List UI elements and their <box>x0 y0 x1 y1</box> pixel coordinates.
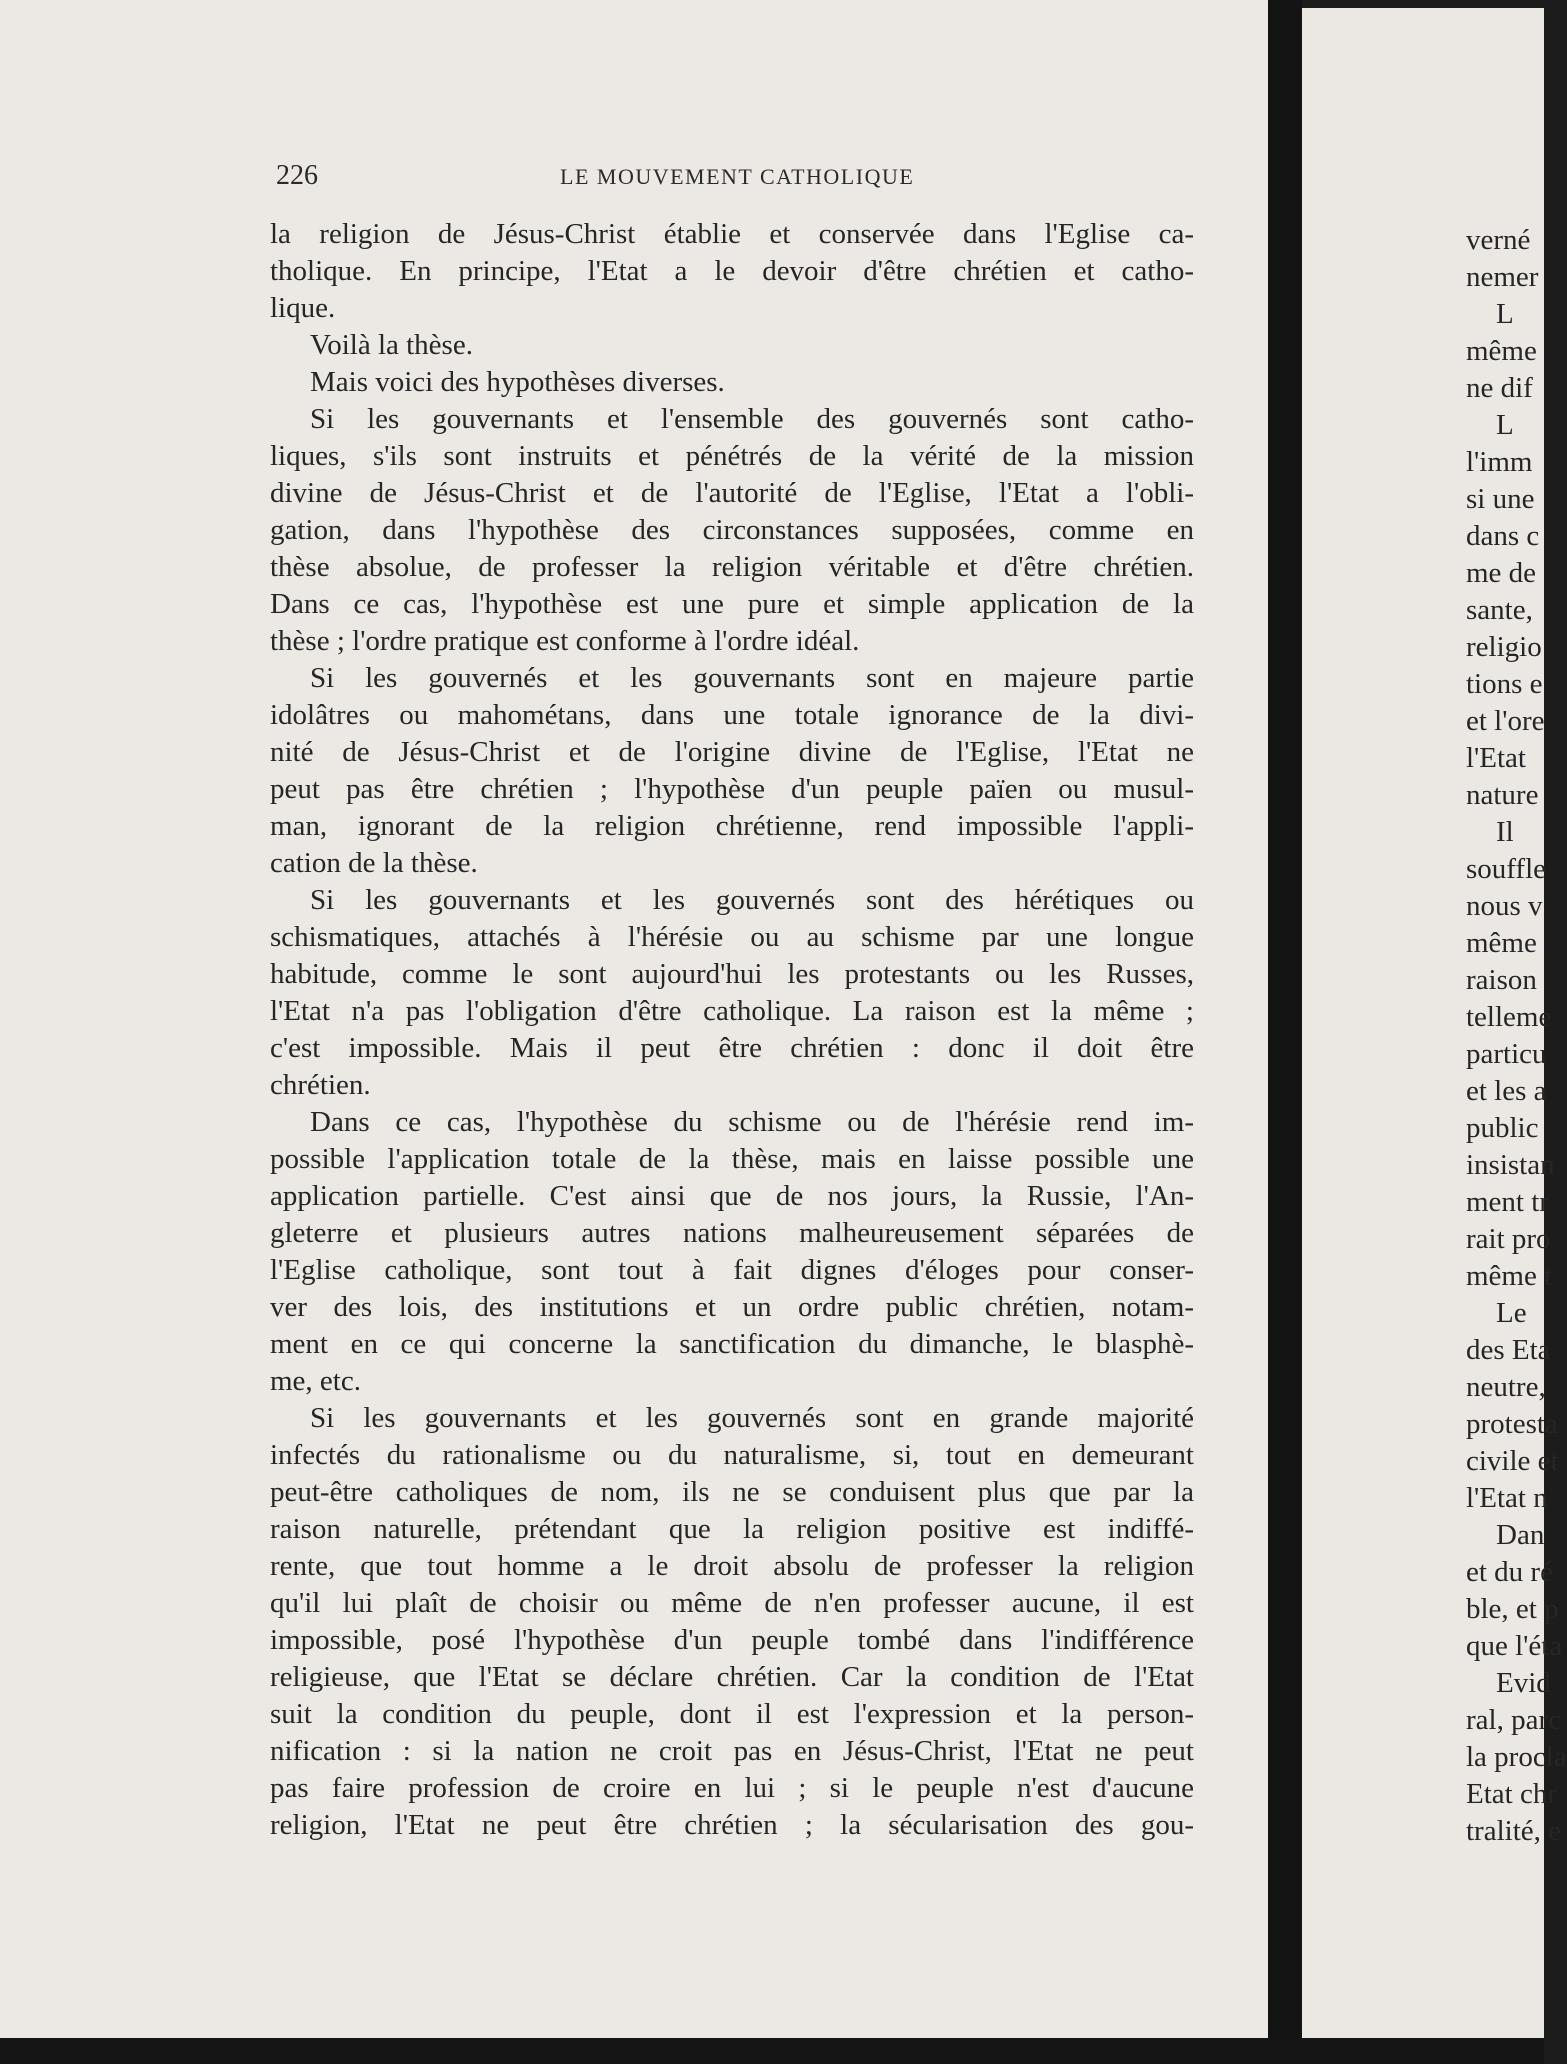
text-line: ment en ce qui concerne la sanctification du dimanche, le blasphè- <box>270 1328 1194 1360</box>
text-line: ble, et p <box>1466 1593 1559 1625</box>
text-line: religion, l'Etat ne peut être chrétien ; la sécularisation des gou- <box>270 1809 1194 1841</box>
text-line: infectés du rationalisme ou du naturalisme, si, tout en demeurant <box>270 1439 1194 1471</box>
text-line: idolâtres ou mahométans, dans une totale ignorance de la divi- <box>270 699 1194 731</box>
left-page-body <box>270 216 1194 1844</box>
text-line: peut pas être chrétien ; l'hypothèse d'un peuple païen ou musul- <box>270 773 1194 805</box>
text-line: Si les gouvernants et l'ensemble des gouvernés sont catho- <box>310 403 1194 435</box>
text-line: et l'ore <box>1466 705 1545 737</box>
text-line: suit la condition du peuple, dont il est l'expression et la person- <box>270 1698 1194 1730</box>
text-line: et du ré <box>1466 1556 1553 1588</box>
text-line: gleterre et plusieurs autres nations malheureusement séparées de <box>270 1217 1194 1249</box>
text-line: raison naturelle, prétendant que la religion positive est indiffé- <box>270 1513 1194 1545</box>
text-line: lique. <box>270 292 336 324</box>
text-line: ver des lois, des institutions et un ordre public chrétien, notam- <box>270 1291 1194 1323</box>
text-line: insistan <box>1466 1149 1555 1181</box>
text-line: divine de Jésus-Christ et de l'autorité de l'Eglise, l'Etat a l'obli- <box>270 477 1194 509</box>
text-line: et les a <box>1466 1075 1547 1107</box>
text-line: Dans ce cas, l'hypothèse du schisme ou de l'hérésie rend im- <box>310 1106 1194 1138</box>
running-head <box>276 160 1200 200</box>
page-number: 226 <box>276 160 318 191</box>
text-line: religio <box>1466 631 1542 663</box>
text-line: l'imm <box>1466 446 1533 478</box>
text-line: L <box>1496 409 1514 441</box>
text-line: ment tr <box>1466 1186 1549 1218</box>
text-line: nité de Jésus-Christ et de l'origine divine de l'Eglise, l'Etat ne <box>270 736 1194 768</box>
text-line: l'Etat n <box>1466 1482 1548 1514</box>
text-line: si une <box>1466 483 1535 515</box>
text-line: Dan <box>1496 1519 1545 1551</box>
text-line: raison <box>1466 964 1537 996</box>
text-line: nification : si la nation ne croit pas en Jésus-Christ, l'Etat ne peut <box>270 1735 1194 1767</box>
text-line: particu <box>1466 1038 1547 1070</box>
text-line: peut-être catholiques de nom, ils ne se conduisent plus que par la <box>270 1476 1194 1508</box>
text-line: nemer <box>1466 261 1539 293</box>
text-line: dans c <box>1466 520 1540 552</box>
text-line: l'Etat n'a pas l'obligation d'être catholique. La raison est la même ; <box>270 995 1194 1027</box>
text-line: l'Eglise catholique, sont tout à fait dignes d'éloges pour conser- <box>270 1254 1194 1286</box>
text-line: possible l'application totale de la thèse, mais en laisse possible une <box>270 1143 1194 1175</box>
text-line: gation, dans l'hypothèse des circonstances supposées, comme en <box>270 514 1194 546</box>
text-line: me, etc. <box>270 1365 361 1397</box>
text-line: la religion de Jésus-Christ établie et conservée dans l'Eglise ca- <box>270 218 1194 250</box>
text-line: c'est impossible. Mais il peut être chrétien : donc il doit être <box>270 1032 1194 1064</box>
text-line: Voilà la thèse. <box>310 329 473 361</box>
text-line: tralité, e <box>1466 1815 1562 1847</box>
text-line: nature <box>1466 779 1539 811</box>
text-line: Si les gouvernants et les gouvernés sont en grande majorité <box>310 1402 1194 1434</box>
text-line: Etat chr <box>1466 1778 1557 1810</box>
text-line: me de <box>1466 557 1537 589</box>
text-line: même <box>1466 335 1537 367</box>
text-line: neutre, <box>1466 1371 1546 1403</box>
text-line: chrétien. <box>270 1069 371 1101</box>
text-line: public <box>1466 1112 1539 1144</box>
text-line: souffle <box>1466 853 1547 885</box>
text-line: civile et <box>1466 1445 1559 1477</box>
text-line: Si les gouvernés et les gouvernants sont en majeure partie <box>310 662 1194 694</box>
text-line: rait pro <box>1466 1223 1551 1255</box>
text-line: ral, parc <box>1466 1704 1561 1736</box>
text-line: sante, <box>1466 594 1533 626</box>
text-line: qu'il lui plaît de choisir ou même de n'en professer aucune, il est <box>270 1587 1194 1619</box>
text-line: des Eta <box>1466 1334 1551 1366</box>
text-line: même <box>1466 927 1537 959</box>
text-line: tholique. En principe, l'Etat a le devoir d'être chrétien et catho- <box>270 255 1194 287</box>
text-line: telleme <box>1466 1001 1552 1033</box>
text-line: tions e <box>1466 668 1543 700</box>
text-line: Evid <box>1496 1667 1551 1699</box>
text-line: ne dif <box>1466 372 1533 404</box>
text-line: la procla <box>1466 1741 1567 1773</box>
text-line: liques, s'ils sont instruits et pénétrés de la vérité de la mission <box>270 440 1194 472</box>
text-line: habitude, comme le sont aujourd'hui les protestants ou les Russes, <box>270 958 1194 990</box>
text-line: Mais voici des hypothèses diverses. <box>310 366 725 398</box>
text-line: religieuse, que l'Etat se déclare chrétien. Car la condition de l'Etat <box>270 1661 1194 1693</box>
text-line: schismatiques, attachés à l'hérésie ou au schisme par une longue <box>270 921 1194 953</box>
text-line: verné <box>1466 224 1531 256</box>
text-line: L <box>1496 298 1514 330</box>
text-line: Le <box>1496 1297 1527 1329</box>
text-line: pas faire profession de croire en lui ; si le peuple n'est d'aucune <box>270 1772 1194 1804</box>
text-line: impossible, posé l'hypothèse d'un peuple tombé dans l'indifférence <box>270 1624 1194 1656</box>
text-line: nous v <box>1466 890 1543 922</box>
text-line: même t <box>1466 1260 1553 1292</box>
text-line: Si les gouvernants et les gouvernés sont des hérétiques ou <box>310 884 1194 916</box>
text-line: thèse ; l'ordre pratique est conforme à l'ordre idéal. <box>270 625 860 657</box>
right-page-body <box>1466 222 1567 1850</box>
text-line: cation de la thèse. <box>270 847 478 879</box>
scan-bottom-edge <box>0 2038 1544 2064</box>
text-line: rente, que tout homme a le droit absolu de professer la religion <box>270 1550 1194 1582</box>
text-line: que l'éta <box>1466 1630 1563 1662</box>
text-line: Il <box>1496 816 1514 848</box>
text-line: protesta <box>1466 1408 1558 1440</box>
running-title: LE MOUVEMENT CATHOLIQUE <box>560 164 915 189</box>
text-line: application partielle. C'est ainsi que de nos jours, la Russie, l'An- <box>270 1180 1194 1212</box>
text-line: man, ignorant de la religion chrétienne, rend impossible l'appli- <box>270 810 1194 842</box>
text-line: thèse absolue, de professer la religion véritable et d'être chrétien. <box>270 551 1194 583</box>
text-line: Dans ce cas, l'hypothèse est une pure et simple application de la <box>270 588 1194 620</box>
text-line: l'Etat <box>1466 742 1526 774</box>
book-spine-gutter <box>1268 0 1302 2064</box>
